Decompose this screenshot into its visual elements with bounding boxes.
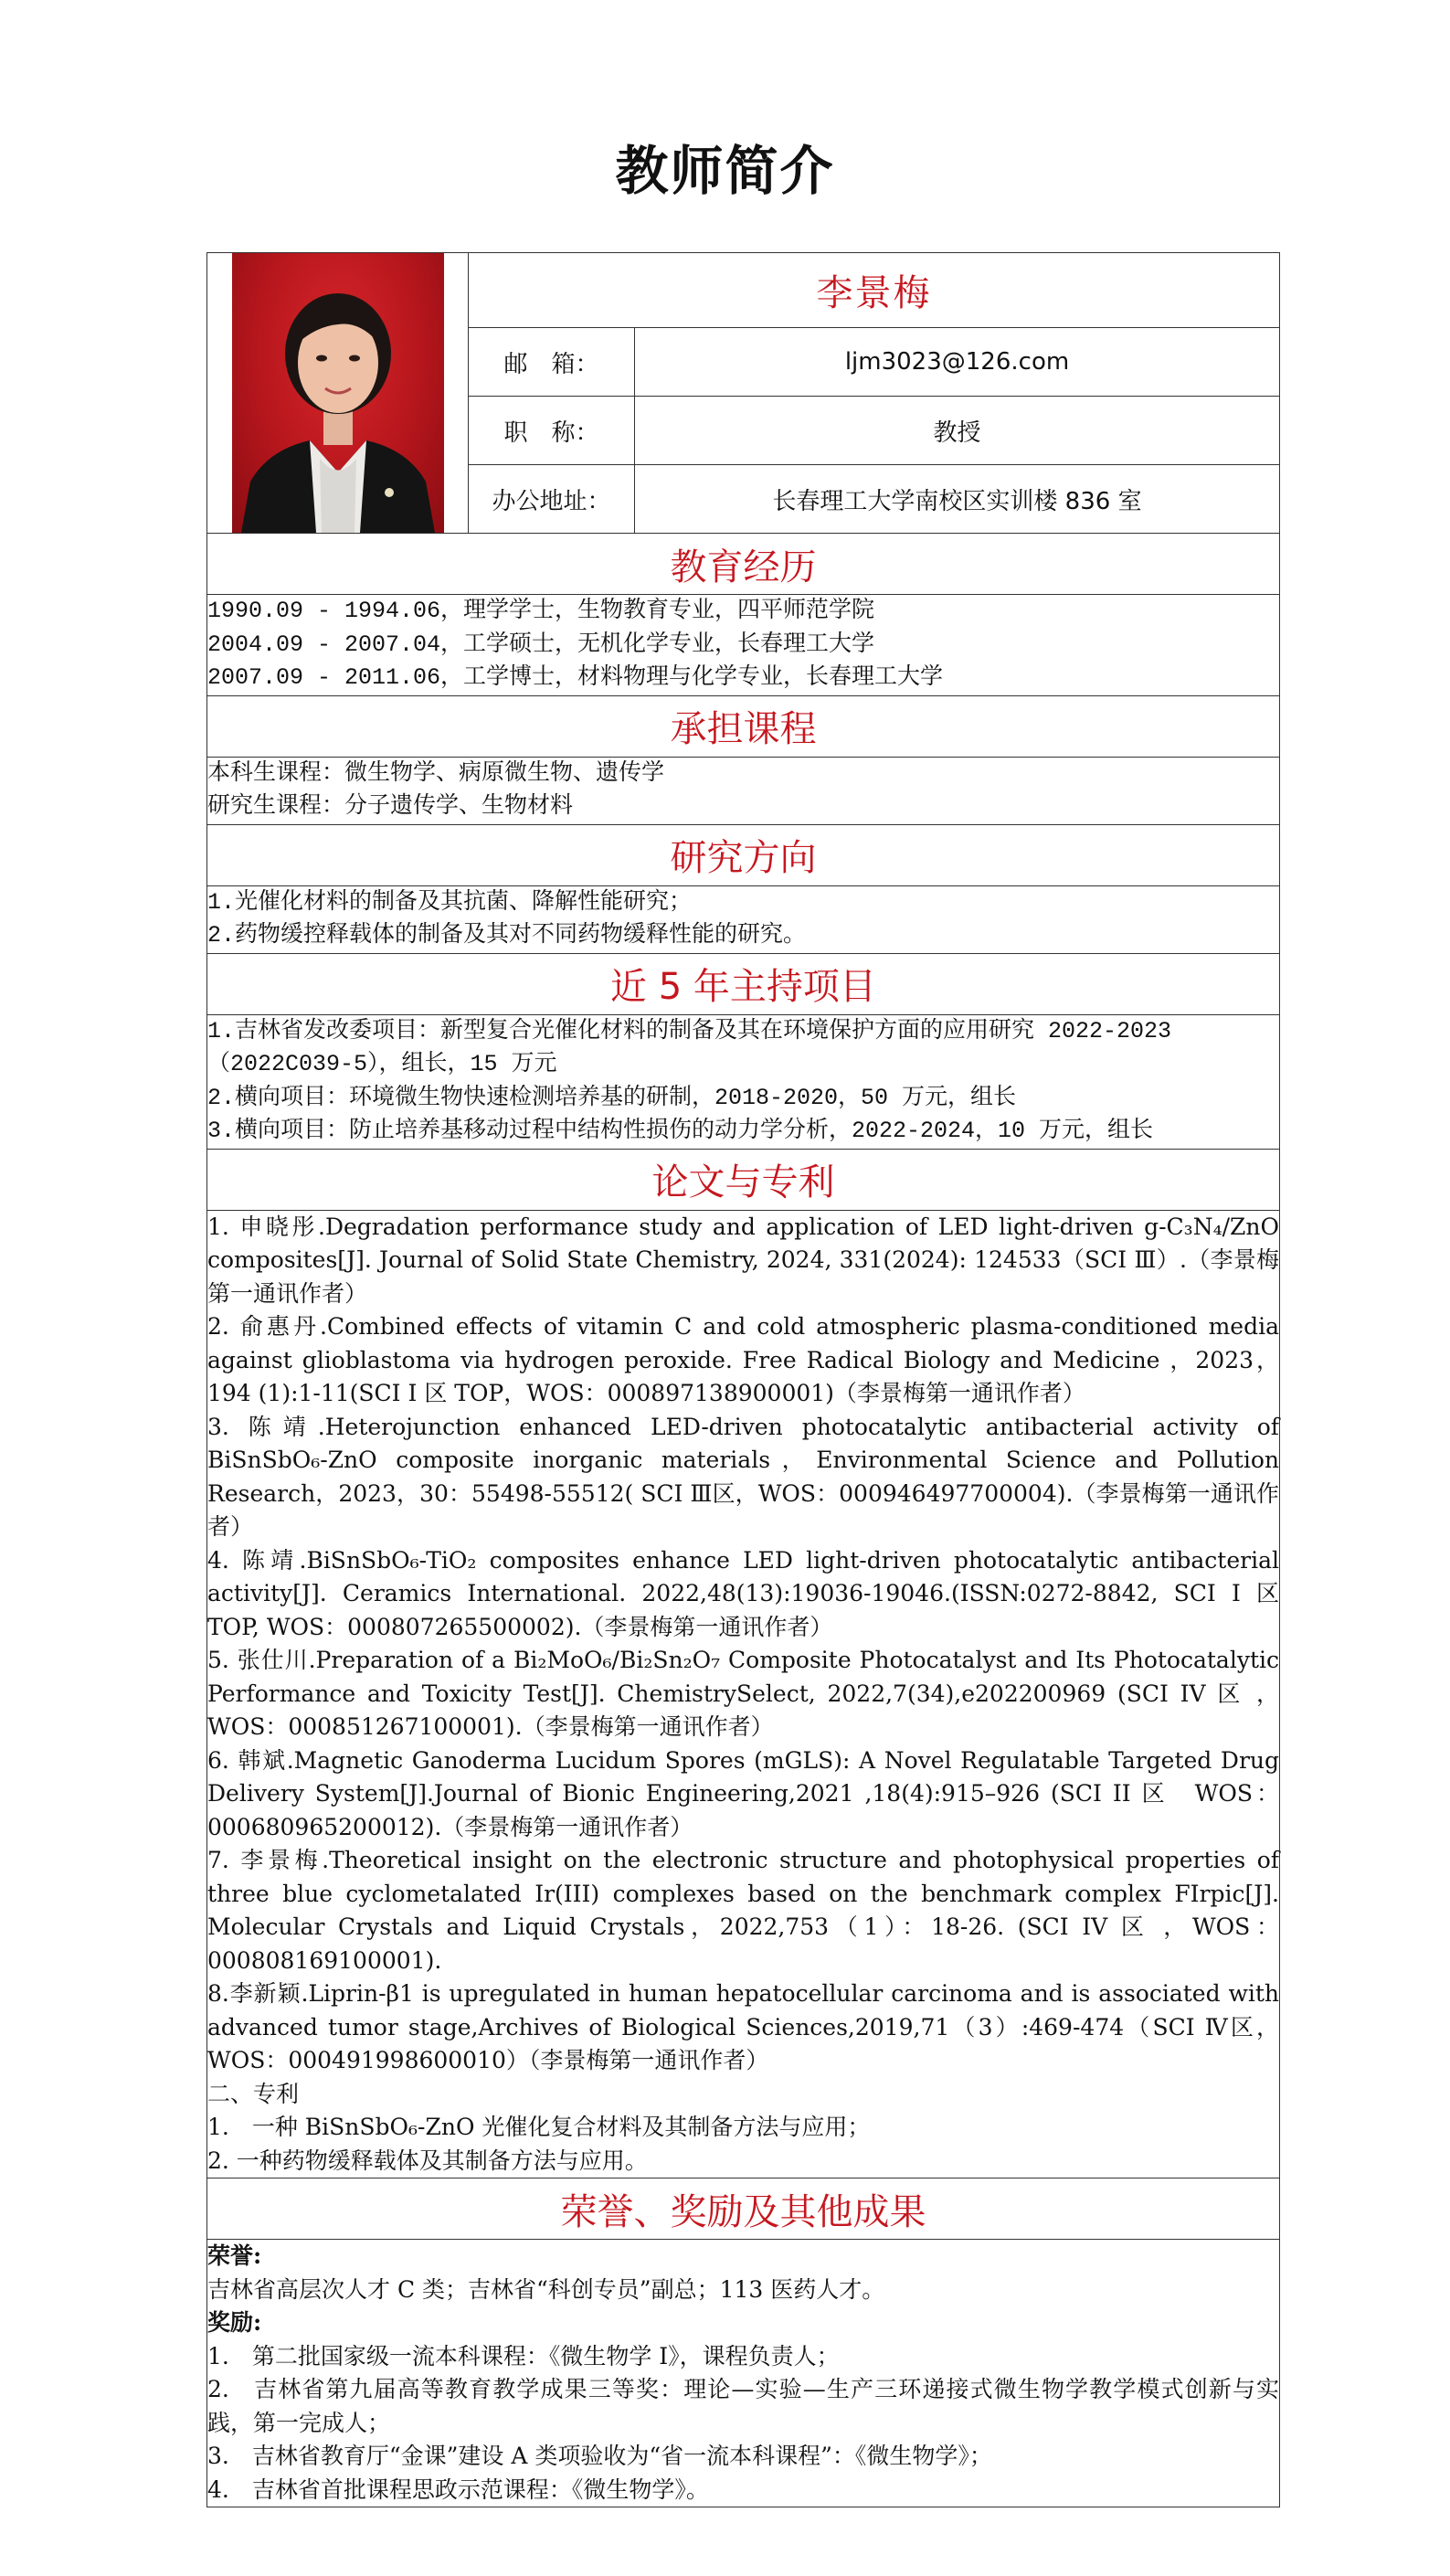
course-item: 本科生课程：微生物学、病原微生物、遗传学 <box>207 759 665 787</box>
email-label: 邮 箱： <box>469 328 635 397</box>
education-item: 2004.09 - 2007.04，工学硕士，无机化学专业，长春理工大学 <box>207 631 875 658</box>
award-item: 4. 吉林省首批课程思政示范课程：《微生物学》。 <box>207 2475 709 2503</box>
education-item: 2007.09 - 2011.06，工学博士，材料物理与化学专业，长春理工大学 <box>207 664 944 691</box>
photo-cell <box>207 253 469 534</box>
award-label: 奖励: <box>207 2309 262 2336</box>
title-value: 教授 <box>635 397 1280 465</box>
education-item: 1990.09 - 1994.06，理学学士，生物教育专业，四平师范学院 <box>207 598 875 624</box>
patent-item: 2. 一种药物缓释载体及其制备方法与应用。 <box>207 2147 648 2174</box>
paper-item: 8.李新颖.Liprin-β1 is upregulated in human hepatocellular carcinoma and is associated with advanced tumor stage,Archives of Biological Sciences,2019,71（3）:469-474（SCI Ⅳ区，WOS：000491998600010）（李景梅第一通讯作者） <box>207 1980 1279 2073</box>
project-item: 1.吉林省发改委项目：新型复合光催化材料的制备及其在环境保护方面的应用研究 2022-2023（2022C039-5），组长，15 万元 <box>207 1017 1172 1077</box>
paper-item: 4. 陈靖.BiSnSbO₆-TiO₂ composites enhance LED light-driven photocatalytic antibacterial activity[J]. Ceramics International. 2022,48(13):19036-19046.(ISSN:0272-8842, SCI I 区 TOP, WOS：000807265500002).（李景梅第一通讯作者） <box>207 1546 1303 1640</box>
email-value[interactable]: ljm3023@126.com <box>635 328 1280 397</box>
project-item: 2.横向项目：环境微生物快速检测培养基的研制，2018-2020，50 万元，组长 <box>207 1084 1017 1111</box>
office-value: 长春理工大学南校区实训楼 836 室 <box>635 465 1280 534</box>
research-item: 1.光催化材料的制备及其抗菌、降解性能研究； <box>207 888 693 916</box>
projects-heading: 近 5 年主持项目 <box>207 953 1280 1014</box>
papers-heading: 论文与专利 <box>207 1149 1280 1210</box>
courses-list <box>207 757 1280 824</box>
profile-photo <box>232 253 444 533</box>
papers-list <box>207 1210 1303 2178</box>
course-item: 研究生课程：分子遗传学、生物材料 <box>207 793 574 820</box>
teacher-name: 李景梅 <box>469 253 1280 328</box>
education-list <box>207 595 1280 696</box>
courses-heading: 承担课程 <box>207 695 1280 757</box>
honors-list <box>207 2240 1280 2507</box>
research-heading: 研究方向 <box>207 824 1280 885</box>
award-item: 1. 第二批国家级一流本科课程：《微生物学 I》，课程负责人； <box>207 2342 840 2369</box>
honor-label: 荣誉: <box>207 2242 262 2269</box>
research-list <box>207 885 1280 953</box>
title-label: 职 称： <box>469 397 635 465</box>
patent-item: 1. 一种 BiSnSbO₆-ZnO 光催化复合材料及其制备方法与应用； <box>207 2114 871 2140</box>
honor-text: 吉林省高层次人才 C 类；吉林省“科创专员”副总；113 医药人才。 <box>207 2275 885 2303</box>
page-title: 教师简介 <box>615 140 835 202</box>
paper-item: 6. 韩斌.Magnetic Ganoderma Lucidum Spores (mGLS): A Novel Regulatable Targeted Drug Delivery System[J].Journal of Bionic Engineering,2021 ,18(4):915–926 (SCI II 区 WOS：000680965200012).（李景梅第一通讯作者） <box>207 1746 1279 1840</box>
paper-item: 2. 俞惠丹.Combined effects of vitamin C and cold atmospheric plasma-conditioned media against glioblastoma via hydrogen peroxide. Free Radical Biology and Medicine ，2023，194 (1):1-11(SCI I 区 TOP，WOS：000897138900001)（李景梅第一通讯作者） <box>207 1313 1279 1406</box>
profile-table <box>206 252 1303 2507</box>
project-item: 3.横向项目：防止培养基移动过程中结构性损伤的动力学分析，2022-2024，10 万元，组长 <box>207 1118 1154 1144</box>
paper-item: 1. 申晓彤.Degradation performance study and application of LED light-driven g-C₃N₄/ZnO composites[J]. Journal of Solid State Chemistry, 2024, 331(2024): 124533（SCI Ⅲ）.（李景梅第一通讯作者） <box>207 1213 1279 1307</box>
patent-heading: 二、专利 <box>207 2080 300 2107</box>
projects-list <box>207 1014 1280 1149</box>
paper-item: 5. 张仕川.Preparation of a Bi₂MoO₆/Bi₂Sn₂O₇ Composite Photocatalyst and Its Photocatalytic Performance and Toxicity Test[J]. ChemistrySelect, 2022,7(34),e202200969 (SCI IV 区 ，WOS：000851267100001).（李景梅第一通讯作者） <box>207 1647 1279 1740</box>
education-heading: 教育经历 <box>207 534 1280 595</box>
office-label: 办公地址： <box>469 465 635 534</box>
paper-item: 3. 陈靖.Heterojunction enhanced LED-driven photocatalytic antibacterial activity of BiSnSbO₆-ZnO composite inorganic materials，Environmental Science and Pollution Research，2023，30：55498-55512( SCI Ⅲ区，WOS：000946497700004).（李景梅第一通讯作者） <box>207 1413 1279 1540</box>
honors-heading: 荣誉、奖励及其他成果 <box>207 2178 1280 2240</box>
paper-item: 7. 李景梅.Theoretical insight on the electronic structure and photophysical properties of three blue cyclometalated Ir(III) complexes based on the benchmark complex FIrpic[J]. Molecular Crystals and Liquid Crystals，2022,753（1）：18-26. (SCI IV 区 ，WOS：000808169100001). <box>207 1847 1279 1974</box>
research-item: 2.药物缓控释载体的制备及其对不同药物缓释性能的研究。 <box>207 922 807 949</box>
award-item: 2. 吉林省第九届高等教育教学成果三等奖：理论—实验—生产三环递接式微生物学教学模式创新与实践，第一完成人； <box>207 2376 1279 2436</box>
award-item: 3. 吉林省教育厅“金课”建设 A 类项验收为“省一流本科课程”：《微生物学》； <box>207 2443 992 2469</box>
